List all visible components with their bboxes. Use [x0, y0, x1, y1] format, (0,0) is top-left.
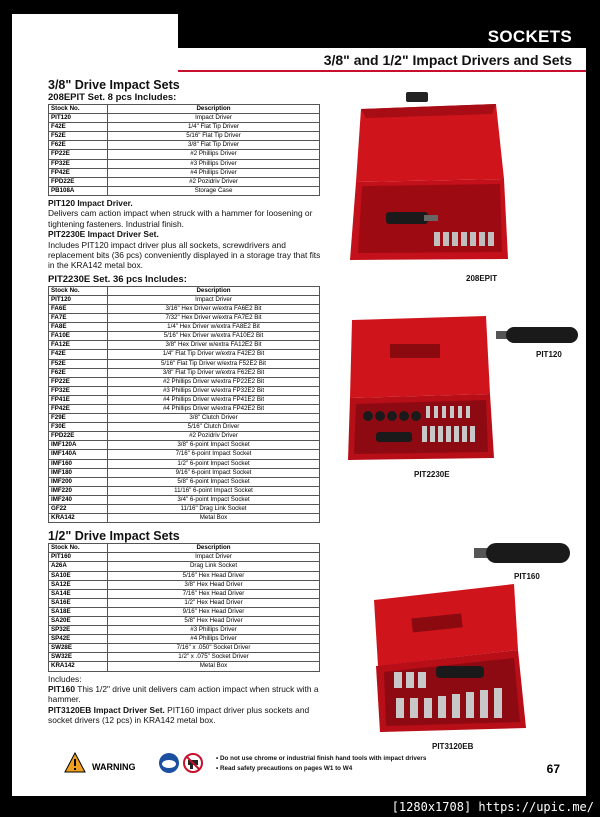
stock-number: PIT120	[49, 114, 108, 123]
table-row	[49, 295, 320, 304]
stock-number: FP41E	[49, 395, 108, 404]
divider	[178, 70, 586, 72]
table-row	[49, 395, 320, 404]
item-description: 1/4" Hex Driver w/extra FA8E2 Bit	[108, 323, 320, 332]
set2-subheading: PIT2230E Set. 36 pcs Includes:	[48, 273, 187, 285]
table-row	[49, 350, 320, 359]
set3-description	[48, 674, 326, 726]
table-row	[49, 477, 320, 486]
set2-table-body	[49, 295, 320, 522]
stock-number: SA12E	[49, 580, 108, 589]
stock-number: F42E	[49, 350, 108, 359]
table-row	[49, 405, 320, 414]
table-row	[49, 626, 320, 635]
stock-number: SA16E	[49, 598, 108, 607]
table-row	[49, 359, 320, 368]
stock-number: A26A	[49, 562, 108, 571]
table-row	[49, 441, 320, 450]
table-row	[49, 377, 320, 386]
table-row	[49, 304, 320, 313]
stock-number: FP32E	[49, 386, 108, 395]
item-description: Storage Case	[108, 186, 320, 195]
pit160-title: PIT160	[48, 683, 76, 694]
stock-number: FPD22E	[49, 177, 108, 186]
page-number: 67	[546, 762, 560, 776]
stock-number: IMF200	[49, 477, 108, 486]
set1-heading: 3/8" Drive Impact Sets	[48, 78, 180, 92]
stock-number: KRA142	[49, 662, 108, 671]
stock-number: FP42E	[49, 405, 108, 414]
item-description: #2 Pozidriv Driver	[108, 432, 320, 441]
pit120-text: Delivers cam action impact when struck with a hammer for loosening or tightening fasteners. Industrial finish.	[48, 208, 313, 229]
item-description: 7/16" 6-point Impact Socket	[108, 450, 320, 459]
item-description: 1/2" Hex Head Driver	[108, 598, 320, 607]
stock-number: SA14E	[49, 589, 108, 598]
item-description: 5/8" 6-point Impact Socket	[108, 477, 320, 486]
table-row	[49, 414, 320, 423]
set1-description	[48, 198, 326, 271]
table-row	[49, 644, 320, 653]
table-row	[49, 486, 320, 495]
stock-number: IMF140A	[49, 450, 108, 459]
item-description: 7/16" Hex Head Driver	[108, 589, 320, 598]
item-description: 3/4" 6-point Impact Socket	[108, 495, 320, 504]
pit120-title: PIT120 Impact Driver.	[48, 197, 133, 208]
stock-number: F52E	[49, 132, 108, 141]
table-row	[49, 598, 320, 607]
table-row	[49, 459, 320, 468]
pit3120eb-title: PIT3120EB Impact Driver Set.	[48, 704, 165, 715]
pit3120eb-text: PIT160 impact driver plus sockets and socket drivers (12 pcs) in KRA142 metal box.	[48, 704, 310, 726]
item-description: 3/8" Flat Tip Driver	[108, 141, 320, 150]
column-header: Description	[108, 286, 320, 295]
table-row	[49, 114, 320, 123]
stock-number: F42E	[49, 123, 108, 132]
table-row	[49, 514, 320, 523]
item-description: 5/16" Flat Tip Driver	[108, 132, 320, 141]
stock-number: SW28E	[49, 644, 108, 653]
stock-number: IMF180	[49, 468, 108, 477]
pit2230e-case-image	[346, 314, 496, 464]
item-description: 11/16" 6-point Impact Socket	[108, 486, 320, 495]
stock-number: FA10E	[49, 332, 108, 341]
stock-number: FA8E	[49, 323, 108, 332]
table-row	[49, 123, 320, 132]
includes-label: Includes:	[48, 673, 82, 684]
item-description: #2 Pozidriv Driver	[108, 177, 320, 186]
item-description: 3/8" Hex Driver w/extra FA12E2 Bit	[108, 341, 320, 350]
stock-number: PIT120	[49, 295, 108, 304]
stock-number: SA10E	[49, 571, 108, 580]
item-description: 5/16" Clutch Driver	[108, 423, 320, 432]
stock-number: SA18E	[49, 607, 108, 616]
table-row	[49, 150, 320, 159]
column-header: Stock No.	[49, 105, 108, 114]
item-description: Impact Driver	[108, 295, 320, 304]
stock-number: F52E	[49, 359, 108, 368]
left-column	[48, 78, 326, 729]
table-header-row	[49, 105, 320, 114]
table-row	[49, 168, 320, 177]
item-description: 1/2" x .075" Socket Driver	[108, 653, 320, 662]
table-row	[49, 368, 320, 377]
table-row	[49, 562, 320, 571]
caption-pit160: PIT160	[514, 572, 540, 581]
table-header-row	[49, 544, 320, 553]
section-title: SOCKETS	[487, 27, 572, 46]
warning-triangle-icon	[64, 752, 86, 774]
warning-label: WARNING	[92, 762, 136, 772]
stock-number: F30E	[49, 423, 108, 432]
table-row	[49, 662, 320, 671]
item-description: #4 Phillips Driver w/extra FP41E2 Bit	[108, 395, 320, 404]
item-description: Impact Driver	[108, 114, 320, 123]
stock-number: F29E	[49, 414, 108, 423]
caption-pit2230e: PIT2230E	[414, 470, 450, 479]
table-row	[49, 177, 320, 186]
table-row	[49, 553, 320, 562]
table-row	[49, 450, 320, 459]
eye-protection-icon	[158, 752, 180, 774]
set3-table-body	[49, 553, 320, 671]
stock-number: KRA142	[49, 514, 108, 523]
table-row	[49, 607, 320, 616]
stock-number: IMF120A	[49, 441, 108, 450]
no-power-tool-icon	[182, 752, 204, 774]
watermark-text: [1280x1708] https://upic.me/	[391, 800, 594, 814]
product-images	[346, 84, 586, 764]
warning-note-1: • Do not use chrome or industrial finish hand tools with impact drivers	[216, 755, 427, 762]
item-description: #3 Phillips Driver w/extra FP32E2 Bit	[108, 386, 320, 395]
table-row	[49, 495, 320, 504]
item-description: 7/32" Hex Driver w/extra FA7E2 Bit	[108, 314, 320, 323]
item-description: 5/16" Hex Head Driver	[108, 571, 320, 580]
stock-number: FP32E	[49, 159, 108, 168]
table-row	[49, 332, 320, 341]
table-row	[49, 571, 320, 580]
item-description: Impact Driver	[108, 553, 320, 562]
table-row	[49, 635, 320, 644]
stock-number: FA7E	[49, 314, 108, 323]
set1-table	[48, 104, 320, 196]
208epit-case-image	[346, 84, 516, 264]
item-description: #3 Phillips Driver	[108, 159, 320, 168]
item-description: 3/8" Clutch Driver	[108, 414, 320, 423]
page-title: 3/8" and 1/2" Impact Drivers and Sets	[323, 52, 572, 68]
set1-subheading: 208EPIT Set. 8 pcs Includes:	[48, 92, 177, 103]
item-description: #2 Phillips Driver	[108, 150, 320, 159]
stock-number: GF22	[49, 505, 108, 514]
table-row	[49, 186, 320, 195]
stock-number: FP42E	[49, 168, 108, 177]
warning-notes	[216, 754, 426, 773]
item-description: #4 Phillips Driver	[108, 168, 320, 177]
set3-heading: 1/2" Drive Impact Sets	[48, 529, 180, 544]
stock-number: PIT160	[49, 553, 108, 562]
item-description: 1/2" 6-point Impact Socket	[108, 459, 320, 468]
stock-number: SA20E	[49, 616, 108, 625]
column-header: Stock No.	[49, 544, 108, 553]
set1-table-body	[49, 114, 320, 196]
stock-number: IMF240	[49, 495, 108, 504]
caption-208epit: 208EPIT	[466, 274, 498, 283]
table-row	[49, 323, 320, 332]
table-row	[49, 314, 320, 323]
stock-number: F62E	[49, 141, 108, 150]
table-row	[49, 159, 320, 168]
column-header: Description	[108, 105, 320, 114]
item-description: 7/16" x .050" Socket Driver	[108, 644, 320, 653]
warning-bar	[64, 752, 584, 782]
item-description: #3 Phillips Driver	[108, 626, 320, 635]
table-row	[49, 616, 320, 625]
stock-number: IMF220	[49, 486, 108, 495]
item-description: 3/8" Hex Head Driver	[108, 580, 320, 589]
set3-table	[48, 543, 320, 671]
pit2230e-title: PIT2230E Impact Driver Set.	[48, 229, 159, 240]
stock-number: SP32E	[49, 626, 108, 635]
pit160-text: This 1/2" drive unit delivers cam action impact when struck with a hammer.	[48, 683, 319, 705]
item-description: Metal Box	[108, 514, 320, 523]
stock-number: SP42E	[49, 635, 108, 644]
set2-table	[48, 286, 320, 523]
table-row	[49, 468, 320, 477]
table-header-row	[49, 286, 320, 295]
table-row	[49, 132, 320, 141]
item-description: Metal Box	[108, 662, 320, 671]
item-description: 1/4" Flat Tip Driver w/extra F42E2 Bit	[108, 350, 320, 359]
item-description: 9/16" Hex Head Driver	[108, 607, 320, 616]
item-description: 3/8" Flat Tip Driver w/extra F62E2 Bit	[108, 368, 320, 377]
item-description: 1/4" Flat Tip Driver	[108, 123, 320, 132]
table-row	[49, 653, 320, 662]
column-header: Description	[108, 544, 320, 553]
table-row	[49, 505, 320, 514]
stock-number: FA6E	[49, 304, 108, 313]
item-description: 11/16" Drag Link Socket	[108, 505, 320, 514]
stock-number: FP22E	[49, 150, 108, 159]
table-row	[49, 580, 320, 589]
stock-number: FA12E	[49, 341, 108, 350]
item-description: Drag Link Socket	[108, 562, 320, 571]
item-description: 3/16" Hex Driver w/extra FA6E2 Bit	[108, 304, 320, 313]
stock-number: FPD22E	[49, 432, 108, 441]
item-description: 3/8" 6-point Impact Socket	[108, 441, 320, 450]
warning-note-2: • Read safety precautions on pages W1 to W4	[216, 764, 353, 772]
caption-pit3120eb: PIT3120EB	[432, 742, 474, 751]
item-description: 5/16" Hex Driver w/extra FA10E2 Bit	[108, 332, 320, 341]
catalog-page	[12, 14, 586, 796]
table-row	[49, 141, 320, 150]
item-description: #4 Phillips Driver	[108, 635, 320, 644]
section-banner	[178, 14, 586, 48]
pit3120eb-case-image	[366, 580, 536, 735]
table-row	[49, 423, 320, 432]
item-description: 5/8" Hex Head Driver	[108, 616, 320, 625]
stock-number: FP22E	[49, 377, 108, 386]
stock-number: PB108A	[49, 186, 108, 195]
pit120-driver-image	[496, 324, 582, 346]
item-description: #4 Phillips Driver w/extra FP42E2 Bit	[108, 405, 320, 414]
pit2230e-text: Includes PIT120 impact driver plus all sockets, screwdrivers and replacement bits (36 pcs) conveniently displayed in a storage tray that fits in the KRA142 metal box.	[48, 239, 321, 271]
table-row	[49, 341, 320, 350]
stock-number: SW32E	[49, 653, 108, 662]
table-row	[49, 432, 320, 441]
pit160-driver-image	[474, 540, 574, 566]
caption-pit120: PIT120	[536, 350, 562, 359]
item-description: #2 Phillips Driver w/extra FP22E2 Bit	[108, 377, 320, 386]
table-row	[49, 386, 320, 395]
item-description: 5/16" Flat Tip Driver w/extra F52E2 Bit	[108, 359, 320, 368]
stock-number: IMF160	[49, 459, 108, 468]
item-description: 9/16" 6-point Impact Socket	[108, 468, 320, 477]
stock-number: F62E	[49, 368, 108, 377]
column-header: Stock No.	[49, 286, 108, 295]
table-row	[49, 589, 320, 598]
